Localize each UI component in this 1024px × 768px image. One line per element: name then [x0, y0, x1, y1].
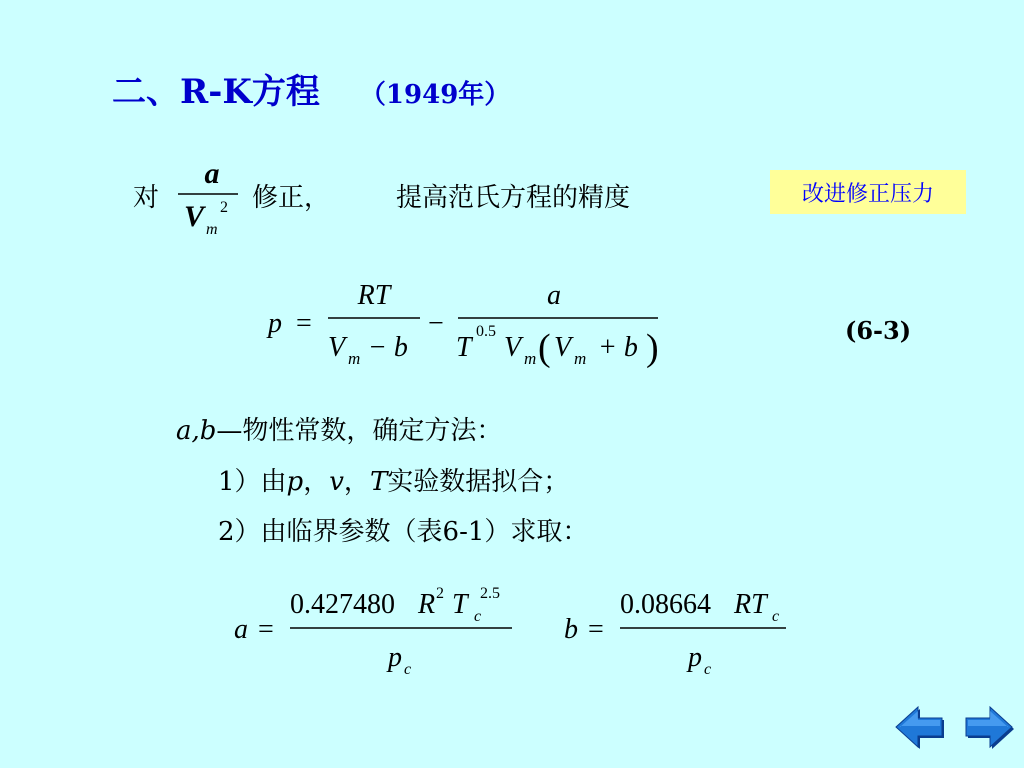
fb-lhs: b [564, 614, 578, 645]
arrow-right-icon [962, 704, 1016, 750]
fa-den-p: p [388, 642, 402, 673]
constants-line-2-d: 实验数据拟合； [387, 467, 570, 497]
improve-pressure-badge: 改进修正压力 [770, 170, 966, 214]
fb-den-p: p [688, 642, 702, 673]
arrow-left-icon [892, 704, 946, 750]
intro-frac-den-v: V [184, 200, 205, 233]
eq-equals: = [296, 308, 312, 339]
title-main: 二、R-K方程 [112, 72, 320, 112]
equation-number: (6-3) [845, 316, 912, 345]
constants-line-2-t: T [369, 467, 388, 497]
eq-t2-den-t: T [456, 332, 472, 363]
eq-t2-den-exp: 0.5 [476, 323, 496, 340]
title-year: （1949年） [359, 80, 511, 110]
constants-ab: a,b [176, 416, 217, 446]
fa-coef: 0.427480 [290, 589, 395, 620]
fa-t-exp: 2.5 [480, 585, 500, 602]
eq-t2-num: a [547, 280, 561, 311]
intro-suffix-1: 修正， [252, 183, 331, 213]
fa-r: R [418, 589, 436, 620]
intro-frac-den-sup: 2 [220, 199, 228, 216]
fb-den-sub: c [704, 661, 712, 678]
rk-equation [262, 272, 682, 376]
eq-paren-open: ( [538, 327, 551, 369]
eq-t1-den-rest: − b [368, 332, 408, 363]
fa-t: T [452, 589, 468, 620]
constants-line-2-b: ， [303, 467, 330, 497]
eq-minus: − [428, 308, 444, 339]
fb-coef: 0.08664 [620, 589, 711, 620]
constants-line-2-c: ， [343, 467, 370, 497]
intro-suffix-2: 提高范氏方程的精度 [396, 183, 631, 213]
fa-r-exp: 2 [436, 585, 444, 602]
intro-frac-num: a [204, 157, 220, 190]
fb-t-sub: c [772, 608, 780, 625]
constants-line-2-a: 1）由 [218, 467, 287, 497]
eq-t2-den-v: V [504, 332, 522, 363]
slide-title [112, 64, 510, 113]
intro-prefix: 对 [133, 183, 160, 213]
fa-eq: = [258, 614, 274, 645]
formula-b [558, 576, 798, 680]
fa-t-sub: c [474, 608, 482, 625]
intro-frac-den-sub: m [206, 221, 218, 238]
eq-t2-paren-rest: + b [598, 332, 638, 363]
next-button[interactable] [962, 704, 1016, 750]
fb-eq: = [588, 614, 604, 645]
eq-t2-paren-sub: m [574, 349, 587, 368]
eq-lhs: p [268, 308, 282, 339]
formula-a [228, 576, 524, 680]
constants-line-3: 2）由临界参数（表6-1）求取： [218, 517, 589, 547]
fa-lhs: a [234, 614, 248, 645]
eq-paren-close: ) [646, 327, 659, 369]
eq-t1-den-sub: m [348, 349, 361, 368]
constants-line-1 [176, 410, 502, 447]
back-button[interactable] [892, 704, 946, 750]
constants-line-2-v: v [329, 467, 344, 497]
constants-line-2 [218, 461, 569, 498]
eq-t1-num: RT [357, 280, 391, 311]
eq-t2-den-sub: m [524, 349, 537, 368]
constants-line-2-p: p [286, 467, 304, 497]
fa-den-sub: c [404, 661, 412, 678]
intro-fraction [172, 150, 252, 242]
constants-line-1-rest: —物性常数，确定方法： [216, 416, 503, 446]
eq-t2-paren-v: V [554, 332, 572, 363]
eq-t1-den-v: V [328, 332, 346, 363]
fb-rt: RT [734, 589, 767, 620]
